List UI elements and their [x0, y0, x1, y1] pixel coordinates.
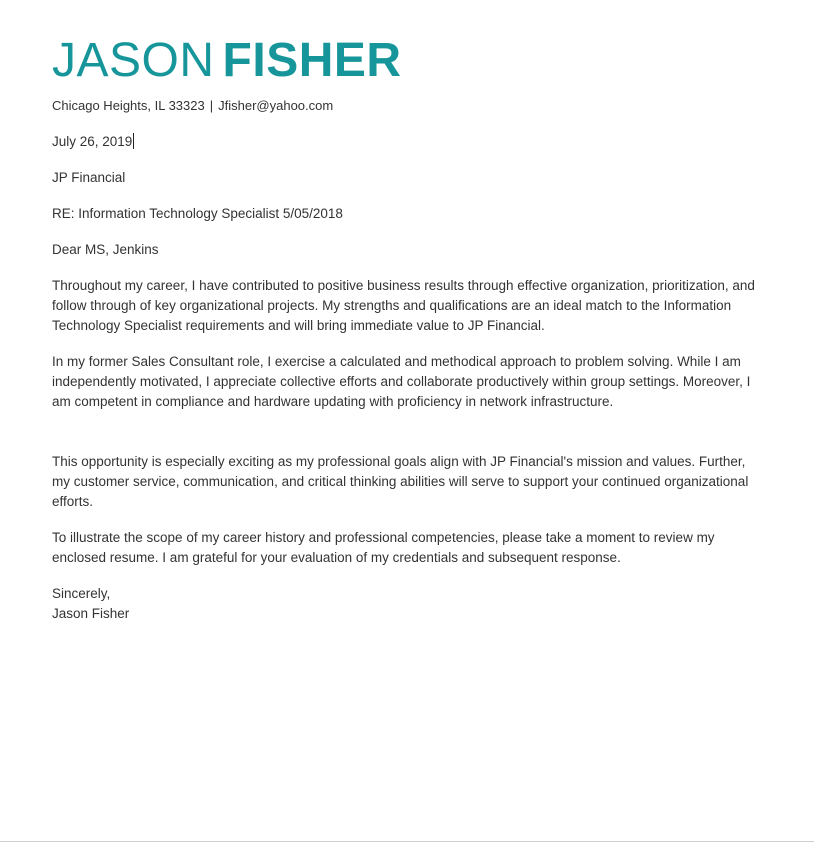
body-paragraph-4: To illustrate the scope of my career history and professional competencies, please take a moment to review my enclosed resume. I am grateful for your evaluation of my credentials and subsequent response. — [52, 530, 715, 565]
text-cursor — [133, 133, 134, 149]
email: Jfisher@yahoo.com — [218, 98, 334, 113]
body-paragraph-1: Throughout my career, I have contributed to positive business results through effective organization, prioritization, and follow through of key organizational projects. My strengths and qualifications are an ideal match to the Information Technology Specialist requirements and will bring immediate value to JP Financial. — [52, 278, 755, 333]
subject-line: RE: Information Technology Specialist 5/05/2018 — [52, 206, 343, 221]
letter-date-line[interactable] — [52, 132, 134, 152]
last-name: FISHER — [222, 34, 402, 87]
body-paragraph-3: This opportunity is especially exciting as my professional goals align with JP Financial's mission and values. Further, my customer service, communication, and critical thinking abilities will serve to support your continued organizational efforts. — [52, 454, 749, 509]
contact-line — [52, 97, 333, 115]
applicant-name — [52, 33, 402, 89]
contact-separator: | — [209, 98, 214, 113]
recipient: JP Financial — [52, 170, 126, 185]
first-name: JASON — [52, 34, 215, 87]
address: Chicago Heights, IL 33323 — [52, 98, 205, 113]
letter-date: July 26, 2019 — [52, 134, 133, 149]
body-paragraph-2: In my former Sales Consultant role, I exercise a calculated and methodical approach to problem solving. While I am independently motivated, I appreciate collective efforts and collaborate productively within group settings. Moreover, I am competent in compliance and hardware updating with proficiency in network infrastructure. — [52, 354, 751, 409]
salutation: Dear MS, Jenkins — [52, 242, 159, 257]
signature: Jason Fisher — [52, 606, 130, 621]
closing: Sincerely, — [52, 586, 111, 601]
